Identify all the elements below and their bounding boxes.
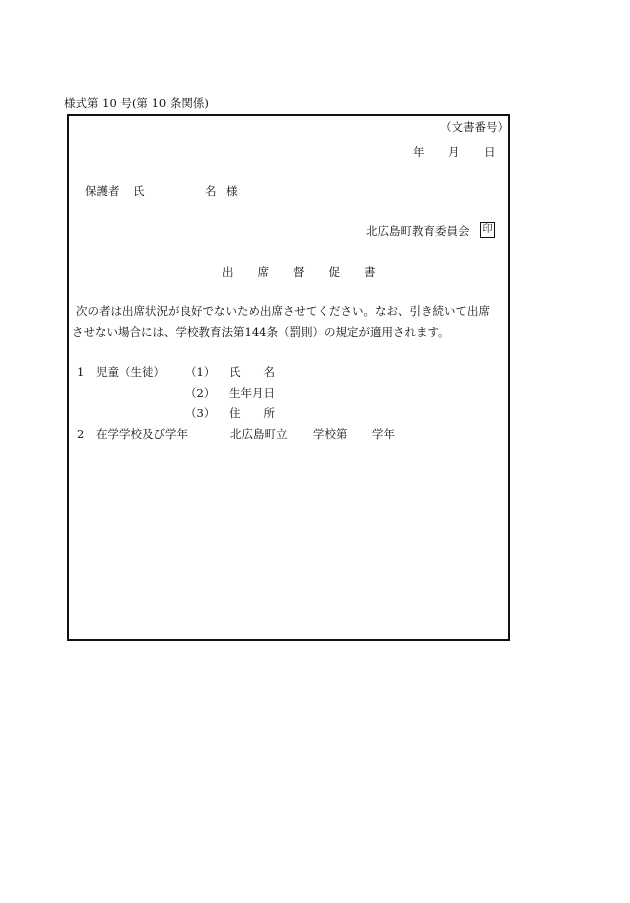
addressee-given: 名	[205, 184, 217, 198]
item-2-town: 北広島町立	[230, 427, 288, 441]
item-2-number: 2	[77, 427, 85, 441]
form-label: 様式第 10 号(第 10 条関係)	[64, 96, 209, 110]
item-1-sub-2-number: （2）	[185, 386, 216, 400]
item-2-label: 在学学校及び学年	[96, 427, 188, 441]
item-1-sub-3-label: 住 所	[229, 406, 275, 420]
document-title: 出席督促書	[222, 265, 400, 279]
date-day-label: 日	[484, 145, 496, 159]
document-number: （文書番号）	[440, 120, 509, 134]
item-1-sub-1-number: （1）	[185, 365, 216, 379]
addressee-honorific: 様	[226, 184, 238, 198]
date-month-label: 月	[448, 145, 460, 159]
item-1-number: 1	[77, 365, 85, 379]
item-1-label: 児童（生徒）	[96, 365, 165, 379]
item-1-sub-1-label: 氏 名	[229, 365, 275, 379]
item-1-sub-3-number: （3）	[185, 406, 216, 420]
seal-stamp: 印	[480, 222, 495, 238]
addressee-role: 保護者	[85, 184, 120, 198]
date-year-label: 年	[413, 145, 425, 159]
issuer-name: 北広島町教育委員会	[366, 224, 470, 238]
body-text-line-1: 次の者は出席状況が良好でないため出席させてください。なお、引き続いて出席	[76, 304, 490, 318]
item-2-school: 学校第	[313, 427, 348, 441]
item-1-sub-2-label: 生年月日	[229, 386, 275, 400]
body-text-line-2: させない場合には、学校教育法第144条（罰則）の規定が適用されます。	[72, 325, 450, 339]
addressee-surname: 氏	[133, 184, 145, 198]
item-2-grade: 学年	[372, 427, 395, 441]
